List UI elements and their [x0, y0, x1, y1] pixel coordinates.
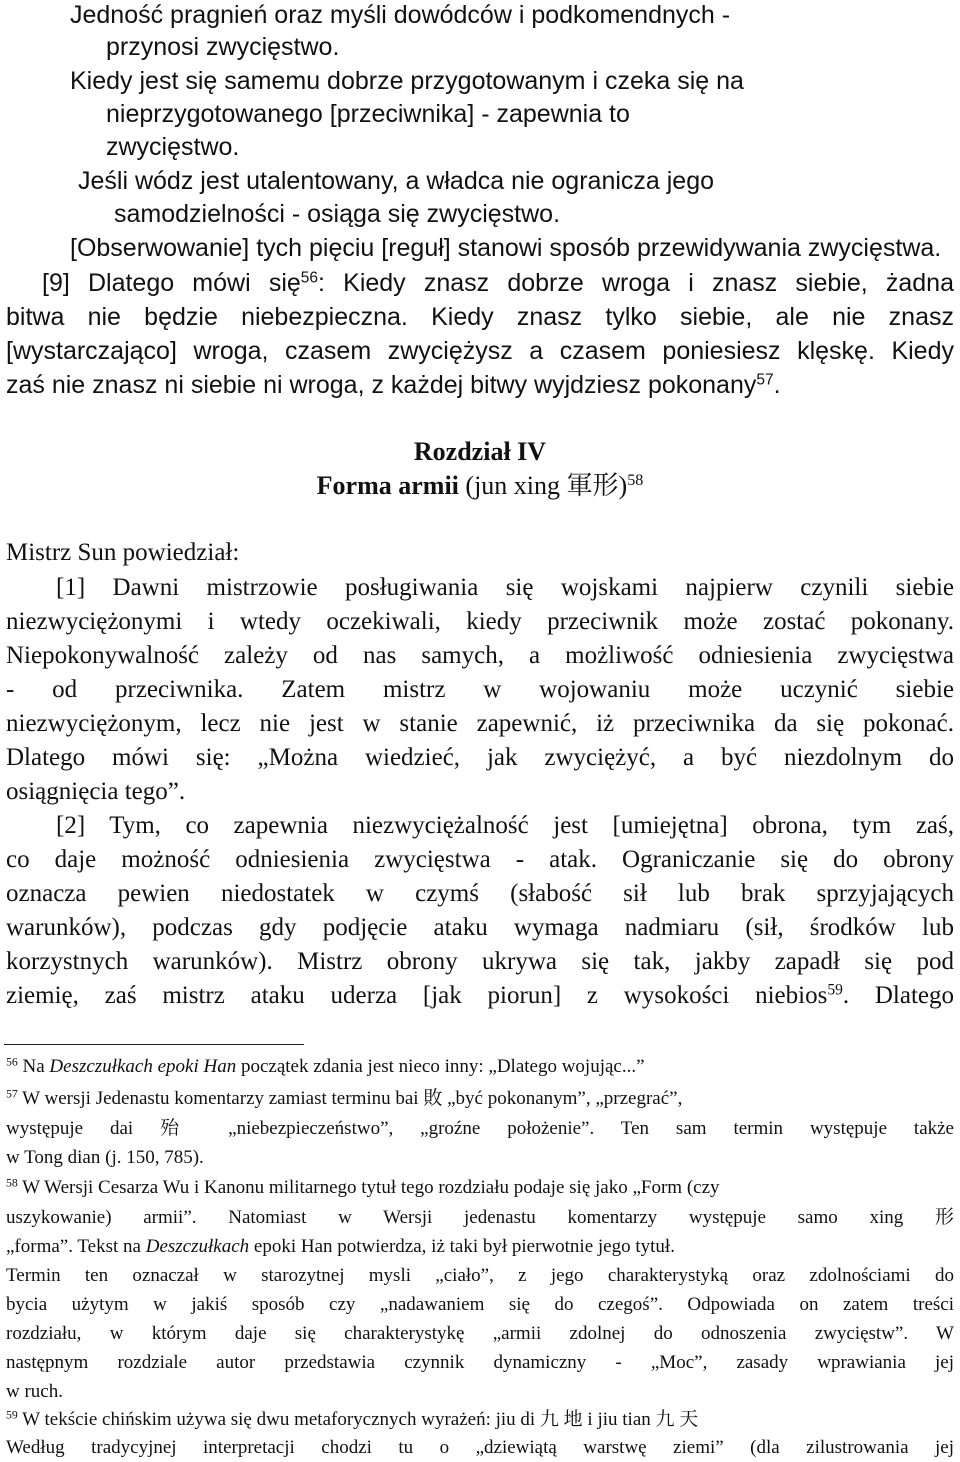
paragraph-line: Dlatego mówi się: „Można wiedzieć, jak zwyciężyć, a być niezdolnym do	[6, 744, 954, 771]
paragraph-line: [2] Tym, co zapewnia niezwyciężalność jest [umiejętna] obrona, tym zaś,	[56, 812, 954, 839]
text-line: nieprzygotowanego [przeciwnika] - zapewnia to	[106, 100, 630, 128]
text-line: Kiedy jest się samemu dobrze przygotowanym i czeka się na	[70, 67, 744, 95]
paragraph-line: niezwyciężonymi i wtedy oczekiwali, kiedy przeciwnik może zostać pokonany.	[6, 608, 954, 635]
chapter-subtitle-close: )	[618, 471, 628, 500]
text-segment: . Dlatego	[842, 982, 955, 1009]
text-line: [wystarczająco] wroga, czasem zwyciężysz a czasem poniesiesz klęskę. Kiedy	[6, 337, 954, 365]
chapter-title: Rozdział IV	[413, 437, 547, 466]
footnote-57	[6, 1087, 682, 1110]
chapter-subtitle-text: (jun xing	[458, 471, 567, 500]
paragraph-line: [1] Dawni mistrzowie posługiwania się wojskami najpierw czynili siebie	[56, 574, 954, 601]
text-line: przynosi zwycięstwo.	[106, 33, 340, 61]
footnote-line: bycia użytym w jakiś sposób czy „nadawaniem się do czegoś”. Odpowiada on zatem treści	[6, 1294, 954, 1315]
chinese-chars: 軍形	[566, 471, 619, 501]
footnote-line: rozdziału, w którym daje się charakterystykę „armii zdolnej do odnoszenia zwycięstw”. W	[6, 1323, 954, 1344]
text-segment: ziemię, zaś mistrz ataku uderza [jak piorun] z wysokości niebios	[6, 982, 828, 1009]
text-line: bitwa nie będzie niebezpieczna. Kiedy znasz tylko siebie, ale nie znasz	[6, 303, 954, 331]
footnote-text: W Wersji Cesarza Wu i Kanonu militarnego tytuł tego rozdziału podaje się jako „Form (czy	[17, 1177, 720, 1198]
footnote-number: 58	[6, 1176, 18, 1190]
footnote-59	[6, 1408, 698, 1431]
text-line: Jeśli wódz jest utalentowany, a władca nie ogranicza jego	[78, 167, 715, 195]
paragraph-line	[6, 981, 954, 1011]
footnote-line: w ruch.	[6, 1381, 63, 1402]
intro-line: Mistrz Sun powiedział:	[6, 539, 240, 566]
footnote-text: Na	[17, 1056, 50, 1077]
footnote-italic: Deszczułkach epoki Han	[49, 1056, 237, 1077]
paragraph-line: osiągnięcia tego”.	[6, 778, 186, 805]
footnote-text: W tekście chińskim używa się dwu metaforycznych wyrażeń: jiu di 九 地 i jiu tian 九 天	[17, 1409, 699, 1430]
text-line: Jedność pragnień oraz myśli dowódców i podkomendnych -	[70, 1, 731, 29]
paragraph-line: oznacza pewien niedostatek w czymś (słabość sił lub brak sprzyjających	[6, 880, 954, 907]
chapter-subtitle	[0, 470, 960, 502]
footnote-line: Termin ten oznaczał w starozytnej mysli „ciało”, z jego charakterystyką oraz zdolnościami do	[6, 1265, 954, 1286]
footnote-text: epoki Han potwierdza, iż taki był pierwotnie jego tytuł.	[249, 1236, 675, 1257]
paragraph-line: co daje możność odniesienia zwycięstwa - atak. Ograniczanie się do obrony	[6, 846, 954, 873]
footnote-text: „forma”. Tekst na	[6, 1236, 146, 1257]
text-segment: : Kiedy znasz dobrze wroga i znasz siebie, żadna	[318, 269, 954, 297]
footnote-separator	[4, 1044, 304, 1045]
footnote-ref-59: 59	[827, 981, 843, 999]
paragraph-line: - od przeciwnika. Zatem mistrz w wojowaniu może uczynić siebie	[6, 676, 954, 703]
footnote-line	[6, 1235, 675, 1258]
footnote-line: Według tradycyjnej interpretacji chodzi tu o „dziewiątą warstwę ziemi” (dla zilustrowania jej	[6, 1437, 954, 1458]
paragraph-line: Niepokonywalność zależy od nas samych, a możliwość odniesienia zwycięstwa	[6, 642, 954, 669]
text-line	[6, 370, 781, 400]
footnote-text: początek zdania jest nieco inny: „Dlatego wojując...”	[236, 1056, 645, 1077]
footnote-ref-56: 56	[300, 269, 319, 287]
footnote-line: następnym rozdziale autor przedstawia czynnik dynamiczny - „Moc”, zasady wprawiania jej	[6, 1352, 954, 1373]
footnote-ref-58: 58	[627, 472, 644, 490]
text-segment: [9] Dlatego mówi się	[42, 269, 301, 297]
text-line	[42, 268, 954, 298]
text-line: samodzielności - osiąga się zwycięstwo.	[114, 200, 561, 228]
footnote-ref-57: 57	[756, 371, 774, 389]
paragraph-line: warunków), podczas gdy podjęcie ataku wymaga nadmiaru (sił, środków lub	[6, 914, 954, 941]
footnote-58	[6, 1176, 720, 1199]
footnote-line: występuje dai 殆 „niebezpieczeństwo”, „groźne położenie”. Ten sam termin występuje także	[6, 1118, 954, 1139]
text-segment: .	[773, 371, 781, 399]
footnote-line: w Tong dian (j. 150, 785).	[6, 1147, 204, 1168]
paragraph-line: korzystnych warunków). Mistrz obrony ukrywa się tak, jakby zapadł się pod	[6, 948, 954, 975]
footnote-line: uszykowanie) armii”. Natomiast w Wersji jedenastu komentarzy występuje samo xing 形	[6, 1207, 954, 1228]
text-line: zwycięstwo.	[106, 133, 240, 161]
paragraph-line: niezwyciężonym, lecz nie jest w stanie zapewnić, iż przeciwnika da się pokonać.	[6, 710, 954, 737]
footnote-number: 56	[6, 1055, 18, 1069]
footnote-italic: Deszczułkach	[145, 1236, 250, 1257]
chapter-subtitle-bold: Forma armii	[316, 471, 459, 500]
footnote-56	[6, 1055, 645, 1078]
text-segment: zaś nie znasz ni siebie ni wroga, z każdej bitwy wyjdziesz pokonany	[6, 371, 757, 399]
text-line: [Obserwowanie] tych pięciu [reguł] stanowi sposób przewidywania zwycięstwa.	[70, 234, 942, 262]
footnote-text: W wersji Jedenastu komentarzy zamiast terminu bai 敗 „być pokonanym”, „przegrać”,	[17, 1088, 683, 1109]
footnote-number: 59	[6, 1408, 18, 1422]
footnote-number: 57	[6, 1087, 18, 1101]
